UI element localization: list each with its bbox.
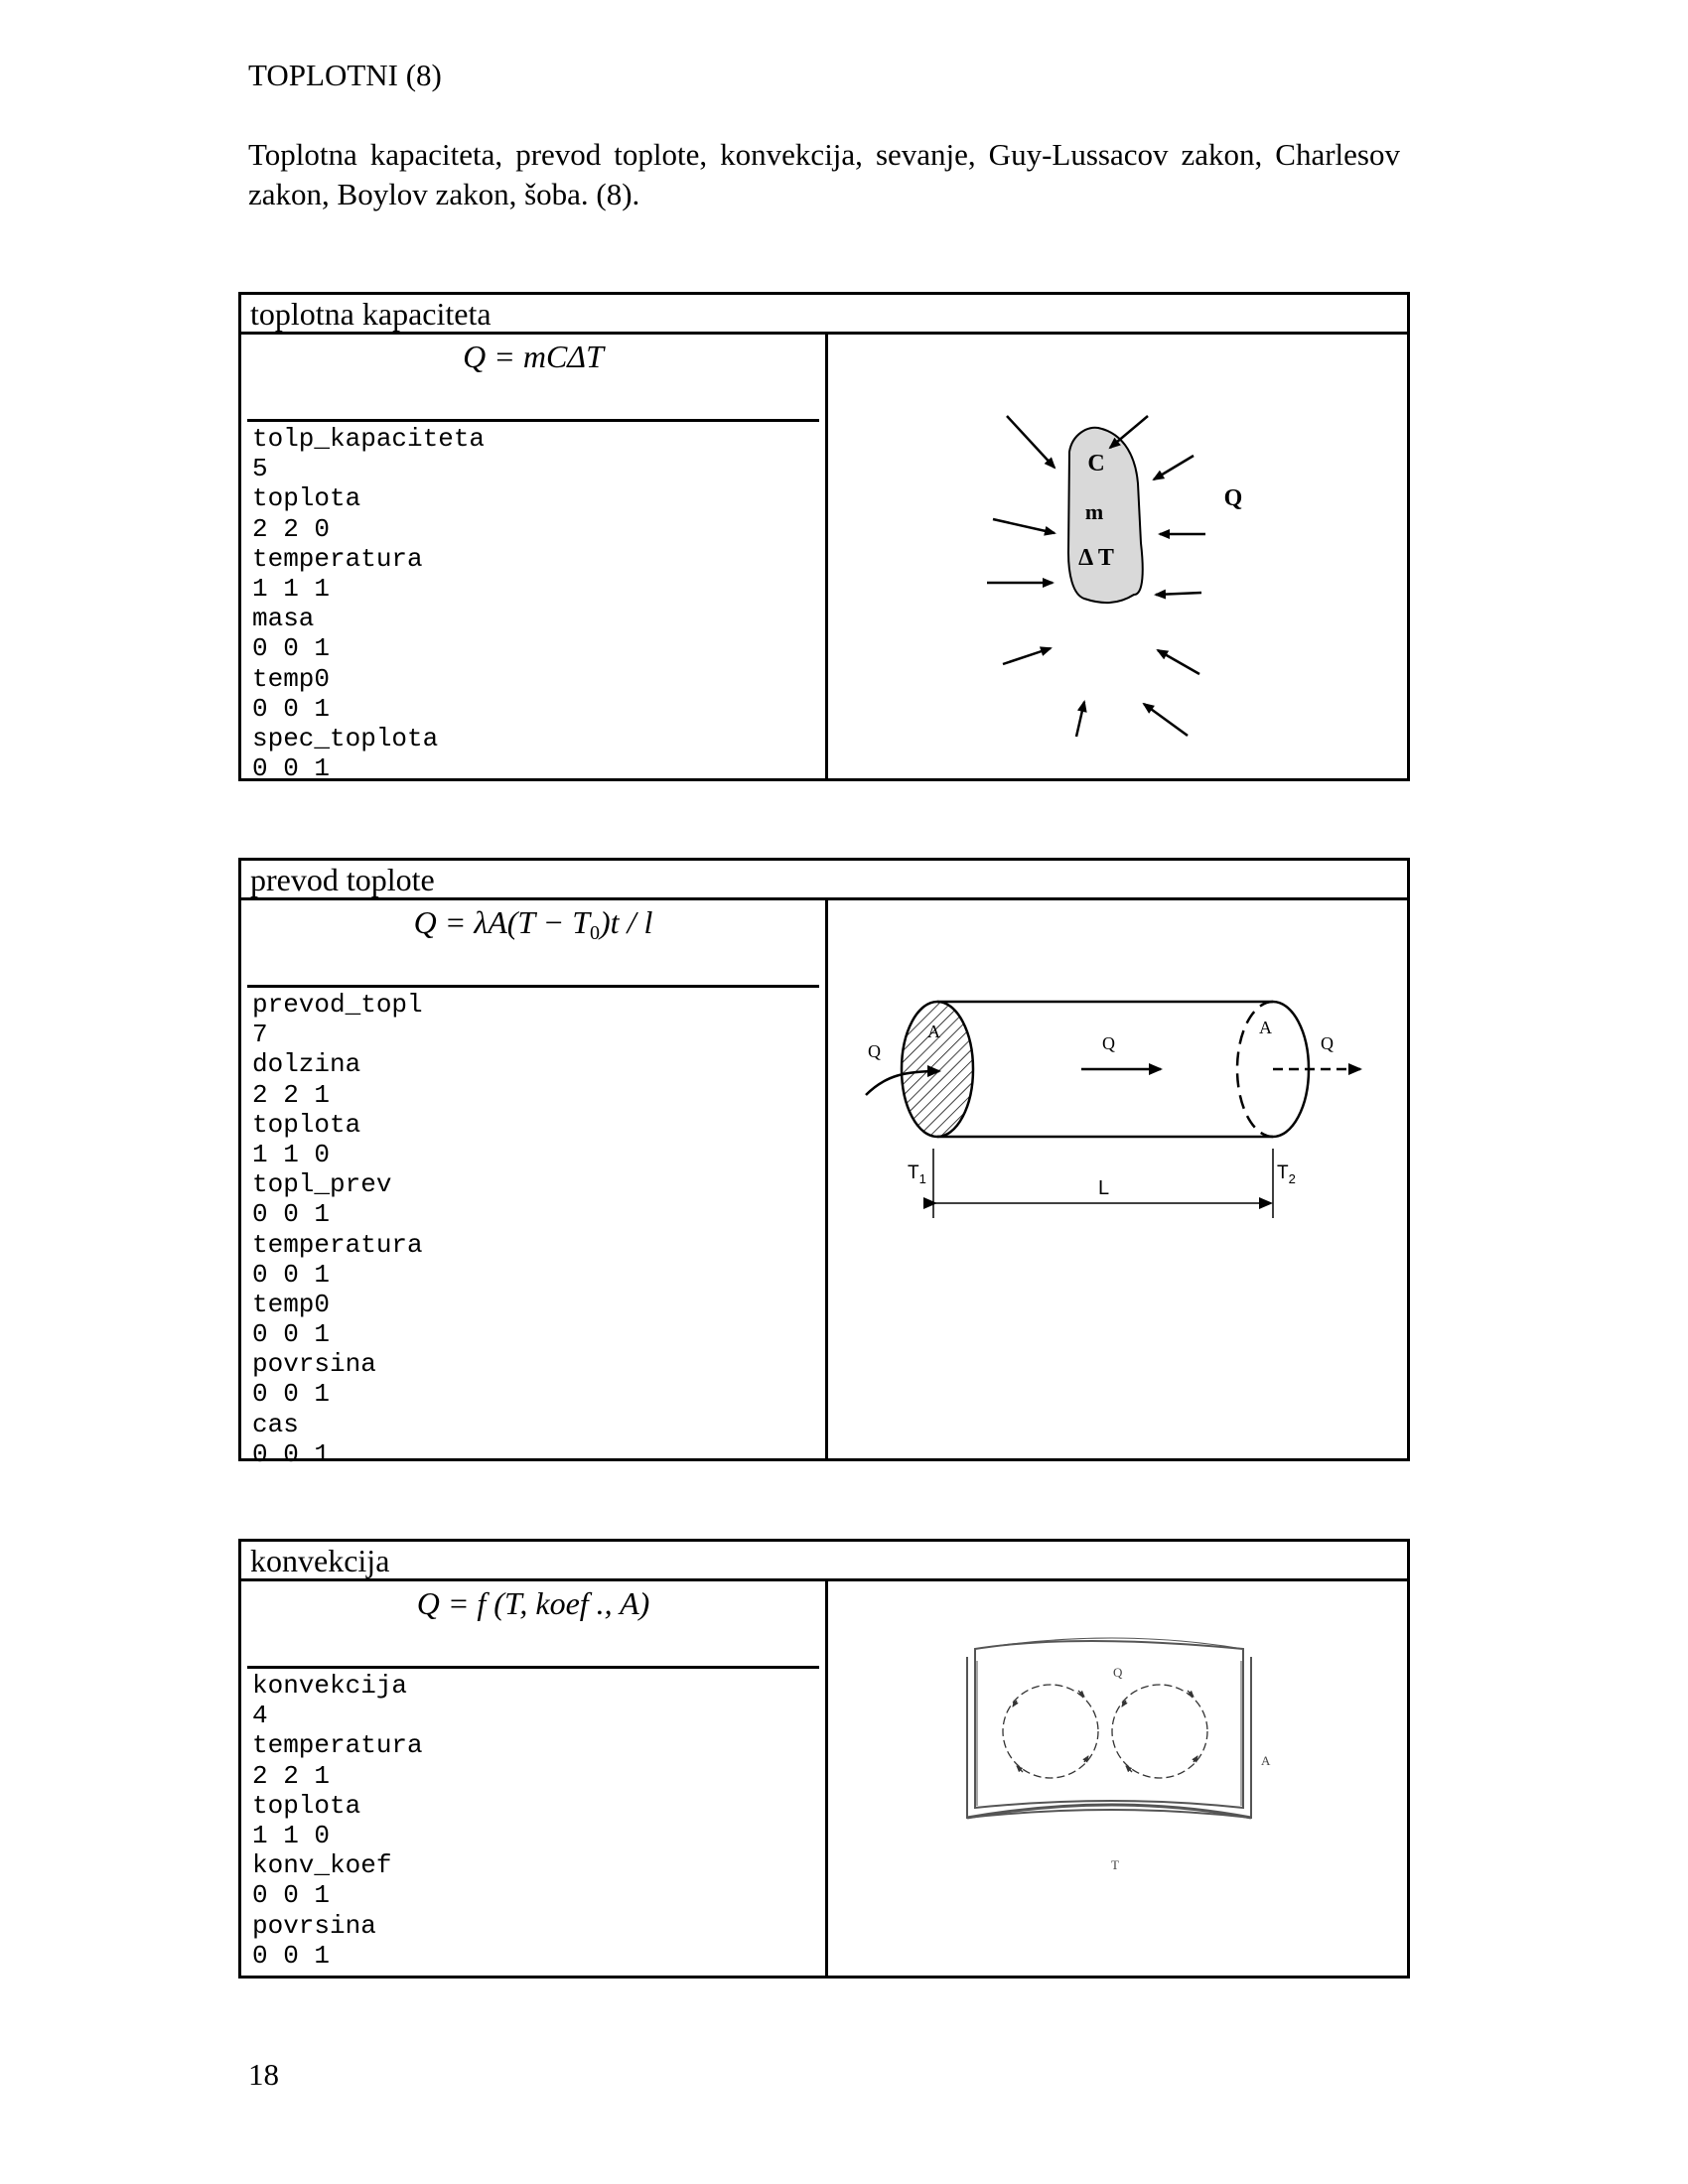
section-heading: toplotna kapaciteta — [241, 295, 1407, 335]
intro-paragraph: Toplotna kapaciteta, prevod toplote, konvekcija, sevanje, Guy-Lussacov zakon, Charlesov zakon, Boylov zakon, šoba. (8). — [248, 137, 1400, 211]
parameter-line: toplota — [252, 483, 361, 514]
parameter-line: 0 0 1 — [252, 1379, 331, 1410]
parameter-line: tolp_kapaciteta — [252, 424, 486, 454]
parameter-line: 2 2 1 — [252, 1079, 331, 1110]
formula-column — [241, 1581, 828, 1976]
divider — [247, 985, 819, 988]
label-q: Q — [1113, 1665, 1123, 1680]
section-heat-conduction — [238, 858, 1410, 1469]
parameter-line: 1 1 0 — [252, 1820, 331, 1850]
arrow — [1076, 702, 1084, 737]
parameter-line: masa — [252, 604, 315, 634]
label-q-middle: Q — [1102, 1033, 1115, 1053]
arrow — [993, 519, 1055, 533]
arrow — [1154, 456, 1194, 479]
parameter-line: 0 0 1 — [252, 1199, 331, 1230]
formula-column — [241, 335, 828, 784]
section-heat-capacity — [238, 292, 1410, 784]
heat-conduction-figure — [828, 900, 1407, 1458]
parameter-line: konv_koef — [252, 1850, 392, 1881]
parameter-list — [252, 424, 485, 783]
parameter-line: temp0 — [252, 663, 331, 694]
flow-arrows — [1013, 1691, 1197, 1772]
parameter-line: temp0 — [252, 1289, 331, 1319]
divider — [247, 1666, 819, 1669]
parameter-line: temperatura — [252, 1229, 423, 1260]
parameter-list — [252, 1671, 423, 1971]
parameter-line: 2 2 1 — [252, 1760, 331, 1791]
label-m: m — [1084, 499, 1104, 524]
arrow — [1003, 648, 1051, 664]
parameter-line: temperatura — [252, 543, 423, 574]
parameter-line: 0 0 1 — [252, 693, 331, 724]
parameter-line: 4 — [252, 1701, 268, 1731]
parameter-line: toplota — [252, 1790, 361, 1821]
formula — [241, 902, 825, 953]
parameter-line: 0 0 1 — [252, 1319, 331, 1350]
formula-subscript: 0 — [590, 922, 601, 944]
figure-column — [828, 1581, 1407, 1976]
label-a: A — [1261, 1753, 1271, 1768]
label-length: L — [1098, 1177, 1110, 1199]
section-body — [241, 1581, 1407, 1976]
formula: Q = mCΔT — [463, 339, 604, 374]
page-number: 18 — [248, 2057, 279, 2092]
label-delta-t: Δ T — [1078, 545, 1114, 571]
parameter-line: spec_toplota — [252, 723, 439, 753]
parameter-line: dolzina — [252, 1049, 361, 1080]
parameter-line: toplota — [252, 1109, 361, 1140]
convection-cell-right — [1112, 1685, 1207, 1778]
label-c: C — [1087, 451, 1105, 477]
label-q-in: Q — [868, 1041, 881, 1061]
label-t1: $T_1$ — [908, 1162, 926, 1186]
parameter-line: 0 0 1 — [252, 1940, 331, 1971]
formula-prefix: Q = λA(T − T — [413, 904, 591, 940]
section-heading: prevod toplote — [241, 861, 1407, 900]
parameter-line: 0 0 1 — [252, 1880, 331, 1911]
parameter-line: 0 0 1 — [252, 753, 331, 784]
parameter-line: 1 1 1 — [252, 573, 331, 604]
section-body — [241, 335, 1407, 784]
body-blob — [1068, 428, 1143, 603]
parameter-line: 2 2 0 — [252, 513, 331, 544]
label-q-out: Q — [1321, 1033, 1334, 1053]
convection-figure — [828, 1581, 1407, 1976]
arrow — [1110, 416, 1148, 448]
arrow — [1007, 416, 1055, 468]
convection-cells — [1003, 1685, 1207, 1778]
heat-capacity-figure — [828, 335, 1407, 778]
parameter-line: povrsina — [252, 1910, 376, 1941]
vessel — [967, 1638, 1251, 1818]
parameter-line: povrsina — [252, 1349, 376, 1380]
label-a-left: A — [927, 1022, 940, 1041]
parameter-list — [252, 990, 423, 1469]
document-title: TOPLOTNI (8) — [248, 58, 442, 92]
parameter-line: 0 0 1 — [252, 633, 331, 664]
parameter-line: 5 — [252, 454, 268, 484]
parameter-line: 0 0 1 — [252, 1438, 331, 1469]
parameter-line: konvekcija — [252, 1671, 408, 1701]
parameter-line: 7 — [252, 1020, 268, 1050]
formula-column — [241, 900, 828, 1469]
parameter-line: temperatura — [252, 1730, 423, 1761]
section-heading: konvekcija — [241, 1542, 1407, 1581]
label-q: Q — [1223, 485, 1243, 511]
figure-column — [828, 335, 1407, 778]
parameter-line: topl_prev — [252, 1169, 392, 1200]
arrow — [1144, 704, 1188, 736]
parameter-line: cas — [252, 1409, 299, 1439]
formula-suffix: )t / l — [600, 904, 653, 940]
label-a-right: A — [1259, 1018, 1272, 1037]
divider — [247, 419, 819, 422]
arrow — [1156, 593, 1201, 595]
parameter-line: 0 0 1 — [252, 1259, 331, 1290]
label-t: T — [1111, 1857, 1119, 1872]
arrow — [1158, 650, 1199, 674]
section-convection — [238, 1539, 1410, 1979]
label-t2: $T_2$ — [1277, 1162, 1296, 1186]
parameter-line: prevod_topl — [252, 990, 423, 1020]
convection-cell-left — [1003, 1685, 1098, 1778]
formula: Q = f (T, koef ., A) — [416, 1585, 650, 1621]
figure-column — [828, 900, 1407, 1458]
section-body — [241, 900, 1407, 1469]
parameter-line: 1 1 0 — [252, 1139, 331, 1169]
